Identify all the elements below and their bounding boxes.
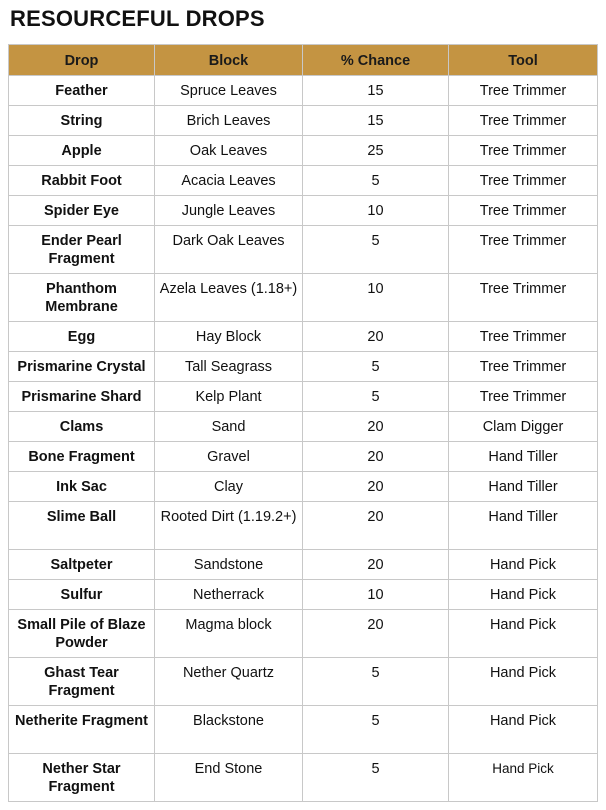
drop-cell: Rabbit Foot: [9, 166, 155, 196]
drop-cell: Apple: [9, 136, 155, 166]
table-row: [9, 706, 598, 754]
page-title: RESOURCEFUL DROPS: [10, 6, 265, 31]
drop-cell: Sulfur: [9, 580, 155, 610]
chance-cell: 5: [303, 706, 449, 754]
column-header-drop: Drop: [9, 45, 155, 76]
tool-cell: Tree Trimmer: [449, 382, 598, 412]
chance-cell: 15: [303, 106, 449, 136]
block-cell: Tall Seagrass: [155, 352, 303, 382]
block-cell: Gravel: [155, 442, 303, 472]
table-row: [9, 322, 598, 352]
chance-cell: 20: [303, 412, 449, 442]
chance-cell: 5: [303, 382, 449, 412]
tool-cell: Hand Pick: [449, 706, 598, 754]
chance-cell: 20: [303, 472, 449, 502]
table-row: [9, 274, 598, 322]
block-cell: Blackstone: [155, 706, 303, 754]
chance-cell: 5: [303, 226, 449, 274]
tool-cell: Hand Pick: [449, 550, 598, 580]
tool-cell: Tree Trimmer: [449, 76, 598, 106]
chance-cell: 10: [303, 196, 449, 226]
block-cell: Acacia Leaves: [155, 166, 303, 196]
table-row: [9, 658, 598, 706]
tool-cell: Tree Trimmer: [449, 352, 598, 382]
chance-cell: 15: [303, 76, 449, 106]
block-cell: Sandstone: [155, 550, 303, 580]
drop-cell: Ink Sac: [9, 472, 155, 502]
drop-cell: String: [9, 106, 155, 136]
table-row: [9, 106, 598, 136]
drop-cell: Phanthom Membrane: [9, 274, 155, 322]
drop-cell: Spider Eye: [9, 196, 155, 226]
tool-cell: Hand Pick: [449, 658, 598, 706]
drop-cell: Prismarine Shard: [9, 382, 155, 412]
block-cell: Brich Leaves: [155, 106, 303, 136]
table-row: [9, 472, 598, 502]
chance-cell: 25: [303, 136, 449, 166]
drops-table: [8, 44, 598, 802]
table-row: [9, 352, 598, 382]
chance-cell: 20: [303, 610, 449, 658]
block-cell: Azela Leaves (1.18+): [155, 274, 303, 322]
block-cell: Dark Oak Leaves: [155, 226, 303, 274]
drop-cell: Ender Pearl Fragment: [9, 226, 155, 274]
tool-cell: Hand Pick: [449, 580, 598, 610]
table-row: [9, 166, 598, 196]
table-row: [9, 382, 598, 412]
column-header-chance: % Chance: [303, 45, 449, 76]
block-cell: Jungle Leaves: [155, 196, 303, 226]
drop-cell: Saltpeter: [9, 550, 155, 580]
drop-cell: Netherite Fragment: [9, 706, 155, 754]
block-cell: Kelp Plant: [155, 382, 303, 412]
chance-cell: 10: [303, 580, 449, 610]
tool-cell: Tree Trimmer: [449, 196, 598, 226]
table-row: [9, 136, 598, 166]
block-cell: Oak Leaves: [155, 136, 303, 166]
tool-cell: Tree Trimmer: [449, 166, 598, 196]
drop-cell: Feather: [9, 76, 155, 106]
drop-cell: Nether Star Fragment: [9, 754, 155, 802]
chance-cell: 20: [303, 322, 449, 352]
drop-cell: Small Pile of Blaze Powder: [9, 610, 155, 658]
table-row: [9, 580, 598, 610]
chance-cell: 20: [303, 550, 449, 580]
tool-cell: Clam Digger: [449, 412, 598, 442]
block-cell: Hay Block: [155, 322, 303, 352]
block-cell: Netherrack: [155, 580, 303, 610]
tool-cell: Hand Tiller: [449, 472, 598, 502]
block-cell: Sand: [155, 412, 303, 442]
table-row: [9, 610, 598, 658]
block-cell: Clay: [155, 472, 303, 502]
column-header-tool: Tool: [449, 45, 598, 76]
table-row: [9, 754, 598, 802]
block-cell: End Stone: [155, 754, 303, 802]
table-row: [9, 196, 598, 226]
table-row: [9, 226, 598, 274]
tool-cell: Hand Tiller: [449, 502, 598, 550]
chance-cell: 5: [303, 754, 449, 802]
tool-cell: Tree Trimmer: [449, 106, 598, 136]
tool-cell: Tree Trimmer: [449, 226, 598, 274]
block-cell: Rooted Dirt (1.19.2+): [155, 502, 303, 550]
chance-cell: 5: [303, 166, 449, 196]
chance-cell: 20: [303, 502, 449, 550]
block-cell: Magma block: [155, 610, 303, 658]
chance-cell: 10: [303, 274, 449, 322]
block-cell: Spruce Leaves: [155, 76, 303, 106]
tool-cell: Tree Trimmer: [449, 322, 598, 352]
tool-cell: Hand Pick: [449, 754, 598, 802]
table-row: [9, 550, 598, 580]
table-row: [9, 412, 598, 442]
table-header-row: [9, 45, 598, 76]
tool-cell: Hand Tiller: [449, 442, 598, 472]
column-header-block: Block: [155, 45, 303, 76]
table-row: [9, 76, 598, 106]
drop-cell: Slime Ball: [9, 502, 155, 550]
table-row: [9, 442, 598, 472]
table-row: [9, 502, 598, 550]
drop-cell: Ghast Tear Fragment: [9, 658, 155, 706]
block-cell: Nether Quartz: [155, 658, 303, 706]
drop-cell: Clams: [9, 412, 155, 442]
drop-cell: Prismarine Crystal: [9, 352, 155, 382]
tool-cell: Tree Trimmer: [449, 136, 598, 166]
tool-cell: Hand Pick: [449, 610, 598, 658]
chance-cell: 5: [303, 352, 449, 382]
tool-cell: Tree Trimmer: [449, 274, 598, 322]
chance-cell: 5: [303, 658, 449, 706]
drop-cell: Egg: [9, 322, 155, 352]
drop-cell: Bone Fragment: [9, 442, 155, 472]
chance-cell: 20: [303, 442, 449, 472]
